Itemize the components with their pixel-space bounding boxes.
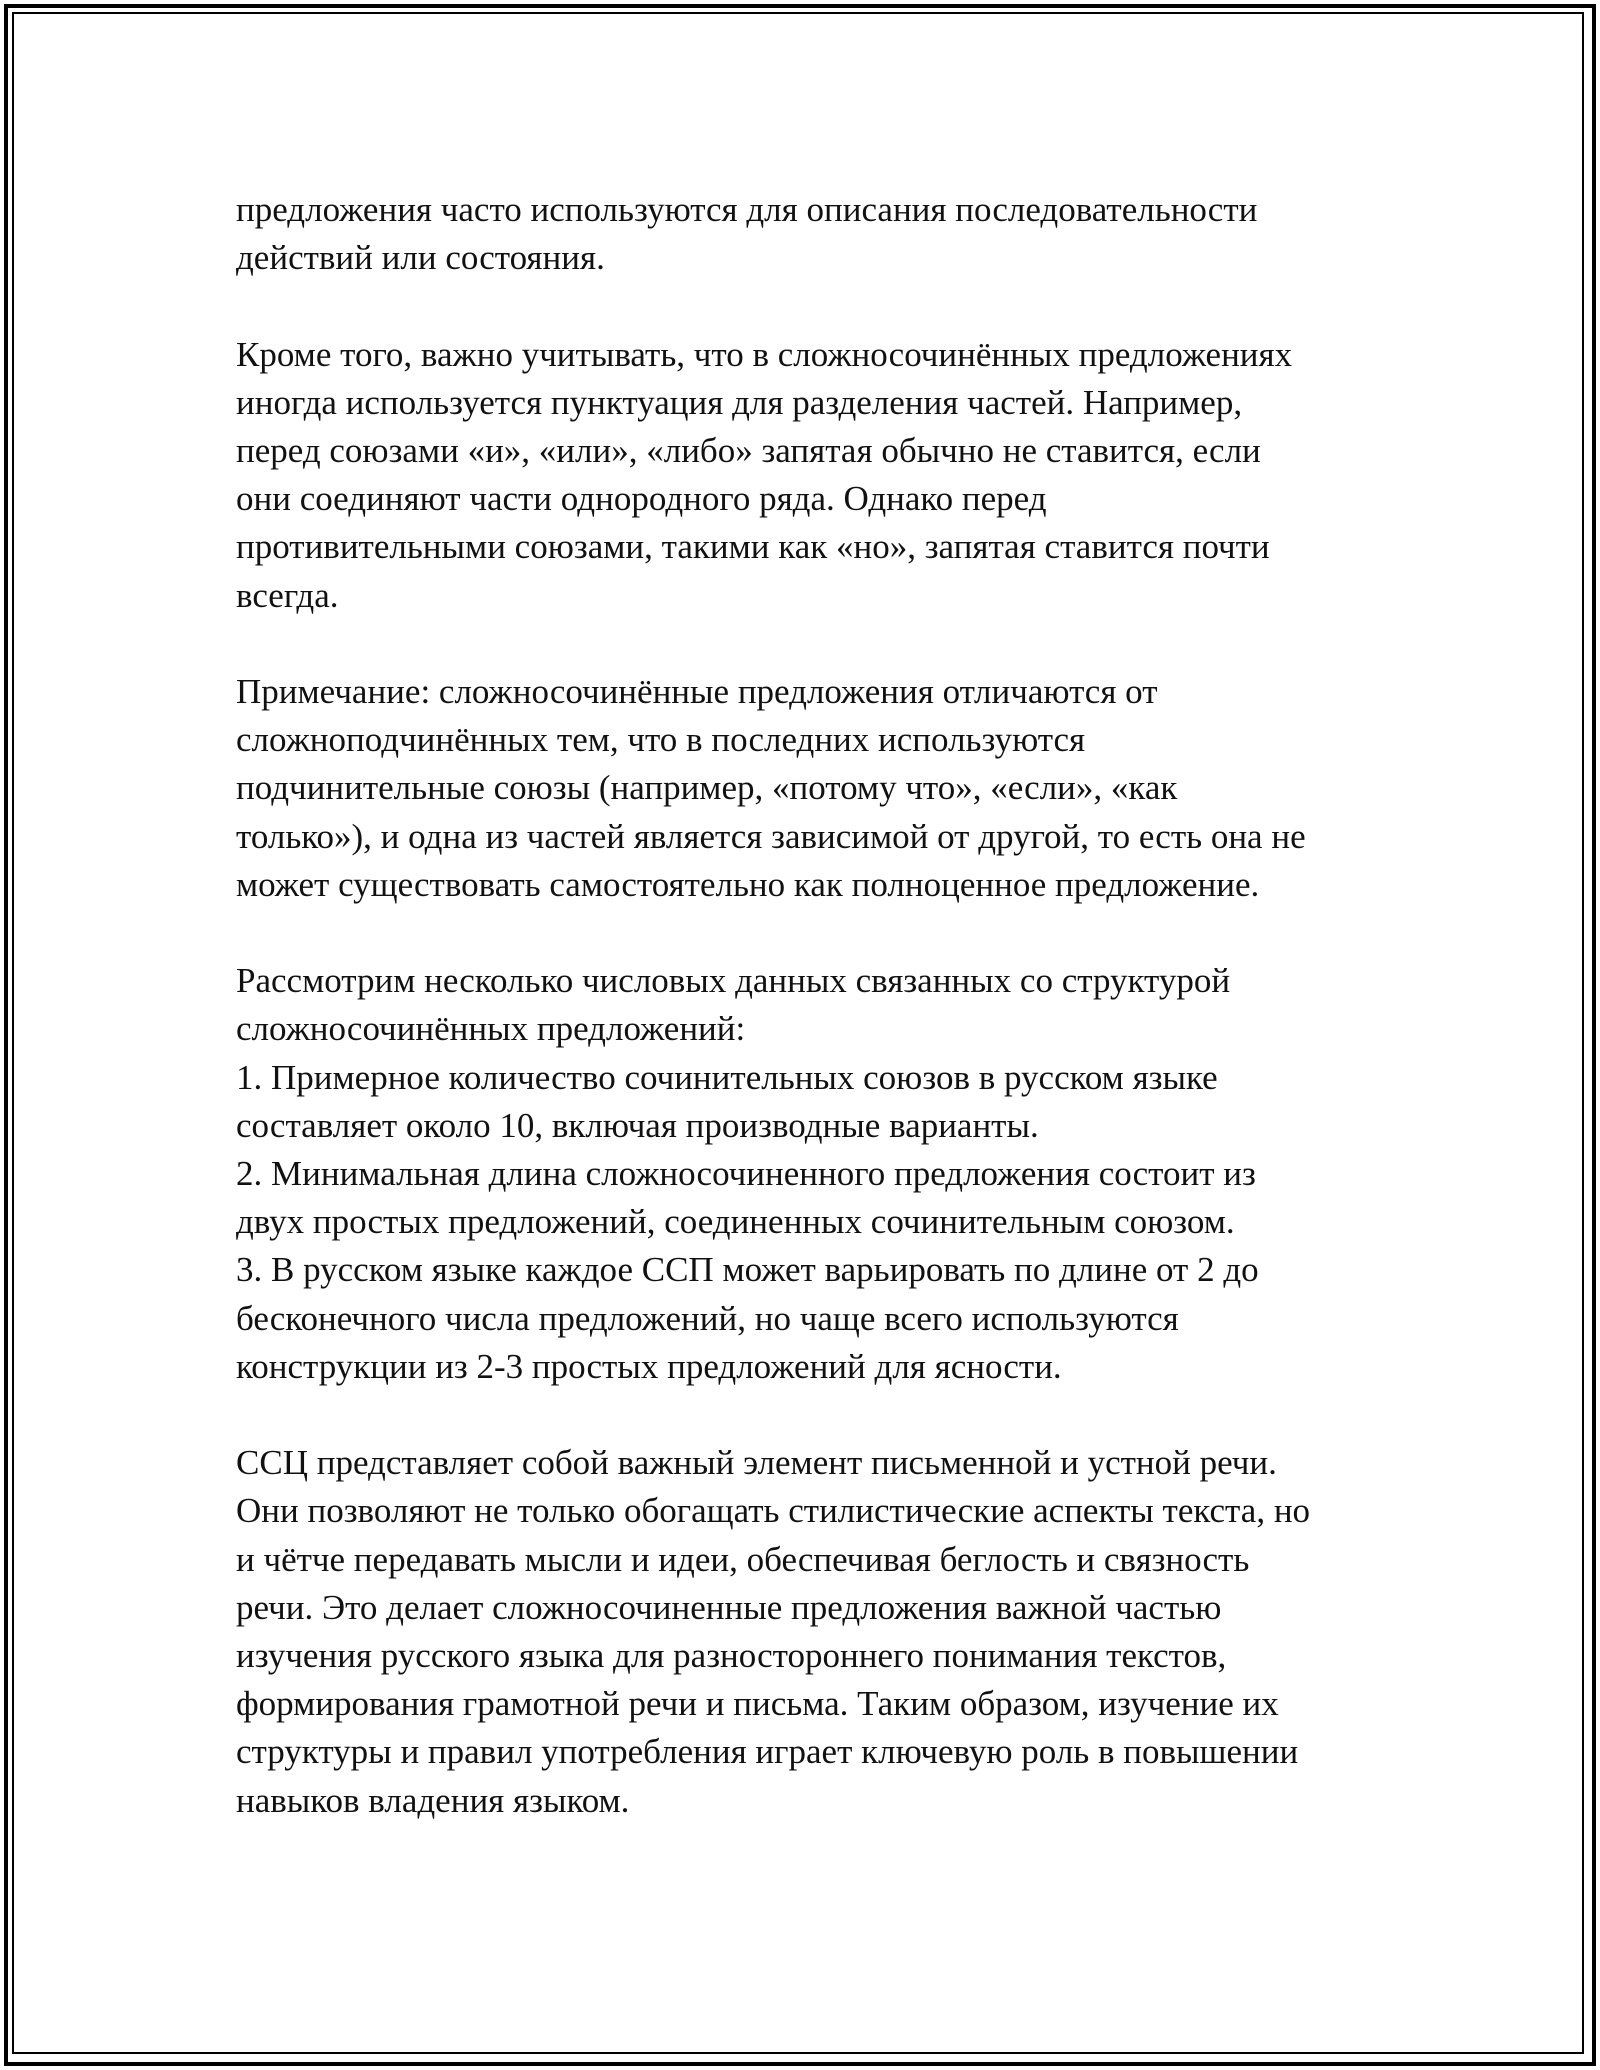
paragraph-numeric-data: Рассмотрим несколько числовых данных связанных со структурой сложносочинённых предложений: 1. Примерное количество сочинительных союзов в русском языке составляет около 10, включая производные варианты. 2. Минимальная длина сложносочиненного предложения состоит из двух простых предложений, соединенных сочинительным союзом. 3. В русском языке каждое ССП может варьировать по длине от 2 до бесконечного числа предложений, но чаще всего используются конструкции из 2-3 простых предложений для ясности. xyxy=(236,961,1259,1386)
paragraph-note: Примечание: сложносочинённые предложения отличаются от сложноподчинённых тем, что в последних используются подчинительные союзы (например, «потому что», «если», «как только»), и одна из частей является зависимой от другой, то есть она не может существовать самостоятельно как полноценное предложение. xyxy=(236,672,1306,904)
paragraph-sequence-continuation: предложения часто используются для описания последовательности действий или состояния. xyxy=(236,190,1258,278)
document-body xyxy=(236,186,1386,1825)
paragraph-conclusion: ССЦ представляет собой важный элемент письменной и устной речи. Они позволяют не только обогащать стилистические аспекты текста, но и чётче передавать мысли и идеи, обеспечивая беглость и связность речи. Это делает сложносочиненные предложения важной частью изучения русского языка для разностороннего понимания текстов, формирования грамотной речи и письма. Таким образом, изучение их структуры и правил употребления играет ключевую роль в повышении навыков владения языком. xyxy=(236,1443,1311,1820)
paragraph-punctuation: Кроме того, важно учитывать, что в сложносочинённых предложениях иногда используется пунктуация для разделения частей. Например, перед союзами «и», «или», «либо» запятая обычно не ставится, если они соединяют части однородного ряда. Однако перед противительными союзами, такими как «но», запятая ставится почти всегда. xyxy=(236,334,1293,615)
